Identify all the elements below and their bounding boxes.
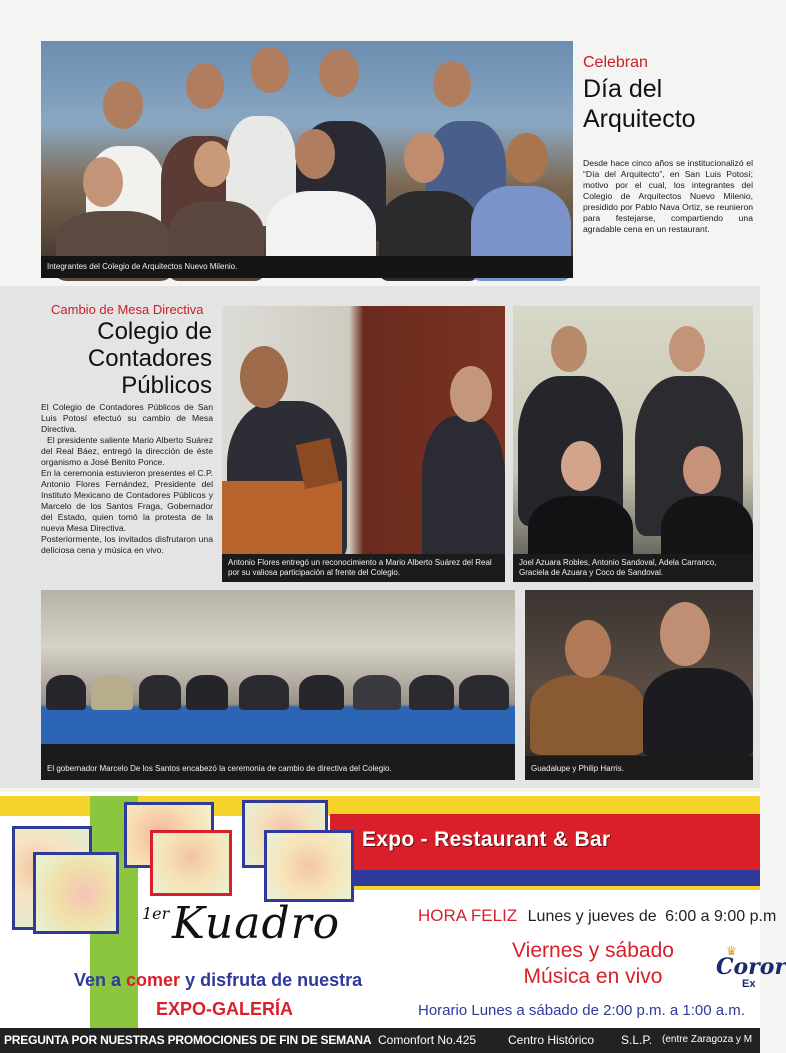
article-kicker: Cambio de Mesa Directiva [51, 302, 204, 317]
photo-caption: Joel Azuara Robles, Antonio Sandoval, Adela Carranco, Graciela de Azuara y Coco de Sandoval. [513, 554, 753, 582]
live-line: Viernes y sábado [512, 939, 674, 962]
person-head [251, 47, 289, 93]
person [459, 675, 509, 710]
ad-stripe-yellow-2 [330, 886, 760, 890]
article-body [41, 402, 213, 556]
schedule-text: Lunes a sábado de 2:00 p.m. a 1:00 a.m. [471, 1002, 745, 1019]
photo-caption: El gobernador Marcelo De los Santos encabezó la ceremonia de cambio de directiva del Colegio. [41, 756, 515, 780]
crown-icon: ♛ [726, 944, 737, 958]
article-title [583, 74, 696, 134]
person-head [295, 129, 335, 179]
photo-group [513, 306, 753, 582]
person-head [319, 49, 359, 97]
photo-caption: Guadalupe y Philip Harris. [525, 756, 753, 780]
title-line: Contadores [87, 345, 212, 372]
happy-hour-time: 6:00 a 9:00 p.m [665, 908, 777, 925]
ad-expo-galeria: EXPO-GALERÍA [156, 999, 294, 1019]
beer-logo [716, 944, 786, 994]
ad-footer-bar [0, 1028, 760, 1053]
ad-stripe-blue [330, 870, 760, 886]
table-cloth [41, 708, 515, 744]
person-head [683, 446, 721, 494]
footer-address: Comonfort No.425 [378, 1033, 477, 1047]
person-head [83, 157, 123, 207]
person-head [450, 366, 492, 422]
paragraph: El presidente saliente Mario Alberto Suárez del Real Báez, entregó la dirección de éste organismo a José Benito Ponce. [41, 435, 213, 467]
happy-hour-days: Lunes y jueves de [527, 908, 657, 925]
slogan-part: y disfruta de nuestra [180, 970, 363, 990]
person-head [433, 61, 471, 107]
photo-architects [41, 41, 573, 278]
article-body: Desde hace cinco años se institucionalizó el “Día del Arquitecto”, en San Luis Potosí; motivo por el cual, los integrantes del Colegio de Arquitectos Nuevo Milenio, presidido por Pablo Nava Ortiz, se reunieron para festejarse, compartiendo una agradable cena en un restaurant. [583, 158, 753, 234]
live-music [498, 938, 688, 990]
paragraph: Posteriormente, los invitados disfrutaron una deliciosa cena y música en vivo. [41, 534, 213, 555]
person-head [565, 620, 611, 678]
person-head [551, 326, 587, 372]
footer-city: S.L.P. [621, 1033, 653, 1047]
article-kicker: Celebran [583, 54, 648, 71]
person [91, 675, 133, 710]
person [353, 675, 401, 710]
person-head [103, 81, 143, 129]
person [422, 416, 505, 566]
article-title [60, 318, 212, 399]
podium [222, 481, 342, 561]
slogan-highlight: comer [126, 970, 181, 990]
photo-head-table [41, 590, 515, 780]
person [186, 675, 228, 710]
footer-zone: Centro Histórico [508, 1033, 595, 1047]
logo-word: Kuadro [172, 898, 341, 949]
ad-banner-text: Expo - Restaurant & Bar [362, 828, 611, 851]
schedule-label: Horario [418, 1002, 468, 1019]
photo-caption: Antonio Flores entregó un reconocimiento a Mario Alberto Suárez del Real por su valiosa participación al frente del Colegio. [222, 554, 505, 582]
person-head [404, 133, 444, 183]
happy-hour-label: HORA FELIZ [418, 906, 518, 925]
title-line: Arquitecto [583, 105, 696, 133]
person [299, 675, 344, 710]
person-head [669, 326, 705, 372]
person-head [186, 63, 224, 109]
person-head [506, 133, 548, 183]
person [409, 675, 454, 710]
gallery-frame [264, 830, 354, 902]
paragraph: El Colegio de Contadores Públicos de San Luis Potosí efectuó su cambio de Mesa Directiva. [41, 402, 213, 434]
beer-logo-sub: Ex [742, 978, 756, 990]
person-head [660, 602, 710, 666]
slogan-part: Ven a [74, 970, 127, 990]
person [46, 675, 86, 710]
footer-promo: PREGUNTA POR NUESTRAS PROMOCIONES DE FIN DE SEMANA [4, 1033, 372, 1047]
person [530, 675, 645, 755]
live-line: Música en vivo [523, 965, 663, 988]
gallery-frame [33, 852, 119, 934]
person-head [194, 141, 230, 187]
title-line: Públicos [121, 372, 212, 399]
schedule-line [418, 1002, 745, 1019]
title-line: Colegio de [97, 318, 212, 345]
person [643, 668, 753, 758]
ad-slogan [74, 970, 362, 991]
footer-between: (entre Zaragoza y M [662, 1034, 753, 1045]
photo-podium [222, 306, 505, 582]
person [239, 675, 289, 710]
person [139, 675, 181, 710]
person-head [240, 346, 288, 408]
person-head [561, 441, 601, 491]
paragraph: En la ceremonia estuvieron presentes el C.P. Antonio Flores Fernández, Presidente del Instituto Mexicano de Contadores Públicos y Marcelo de los Santos Fraga, Gobernador del Estado, quien tomó la protesta de la nueva Mesa Directiva. [41, 468, 213, 533]
beer-logo-text: Coror [716, 954, 786, 980]
logo-prefix: 1er [142, 904, 170, 923]
gallery-frame [150, 830, 232, 896]
photo-couple [525, 590, 753, 780]
photo-caption: Integrantes del Colegio de Arquitectos Nuevo Milenio. [41, 256, 573, 278]
happy-hour-line [418, 906, 776, 926]
title-line: Día del [583, 75, 663, 103]
